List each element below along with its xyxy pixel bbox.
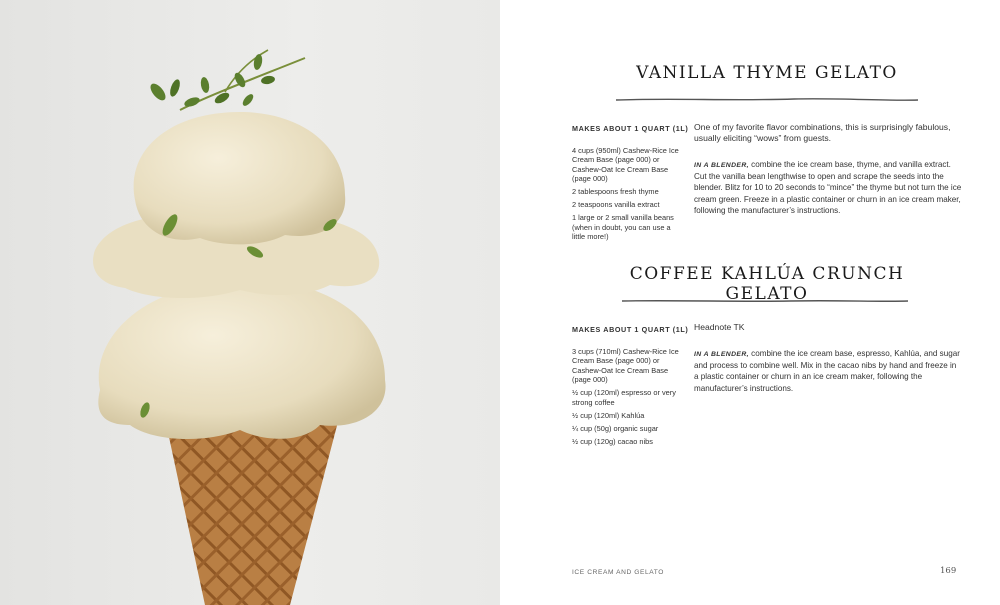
ingredient-item: ½ cup (120g) cacao nibs [572,436,653,446]
running-footer-section: ICE CREAM AND GELATO [572,569,664,576]
yield-label: MAKES ABOUT 1 QUART (1L) [572,124,689,133]
ingredient-item: 3 cups (710ml) Cashew-Rice Ice Cream Base (page 000) or Cashew-Oat Ice Cream Base (page 000) [572,347,679,385]
recipe-title-vanilla-thyme: VANILLA THYME GELATO [636,63,898,83]
ingredient-item: ½ cup (120ml) espresso or very strong coffee [572,388,676,407]
ingredient-item: 2 teaspoons vanilla extract [572,200,660,210]
recipe-headnote: One of my favorite flavor combinations, this is surprisingly fabulous, usually eliciting “wows” from guests. [694,122,951,144]
yield-label: MAKES ABOUT 1 QUART (1L) [572,325,689,334]
recipe-method [694,159,962,216]
method-lead: IN A BLENDER, [694,351,749,358]
thyme-sprig [148,50,305,110]
ingredient-list [572,146,682,245]
ingredient-item: 2 tablespoons fresh thyme [572,187,659,197]
title-underline [620,298,910,304]
recipe-headnote: Headnote TK [694,322,745,332]
method-text: combine the ice cream base, espresso, Kahlúa, and sugar and process to combine well. Mix in the cacao nibs by hand and freeze in a plastic container or churn in an ice cream maker, following the manufacturer’s instructions. [694,349,960,393]
ingredient-item: ¼ cup (50g) organic sugar [572,423,659,433]
ingredient-item: ½ cup (120ml) Kahlúa [572,410,645,420]
recipe-page [500,0,1000,605]
method-text: combine the ice cream base, thyme, and vanilla extract. Cut the vanilla bean lengthwise to open and scrape the seeds into the blender. Blitz for 10 to 20 seconds to “mince” the thyme but not turn the ice cream green. Freeze in a plastic container or churn in an ice cream maker, following the manufacturer’s instructions. [694,160,962,215]
recipe-title-coffee-kahlua: COFFEE KAHLÚA CRUNCH GELATO [629,264,905,304]
method-lead: IN A BLENDER, [694,162,749,169]
recipe-method [694,348,962,394]
ingredient-item: 1 large or 2 small vanilla beans (when in doubt, you can use a little more!) [572,213,674,242]
ingredient-item: 4 cups (950ml) Cashew-Rice Ice Cream Base (page 000) or Cashew-Oat Ice Cream Base (page 000) [572,146,679,184]
ingredient-list [572,347,682,450]
page-number: 169 [940,566,957,576]
title-underline [614,97,920,103]
